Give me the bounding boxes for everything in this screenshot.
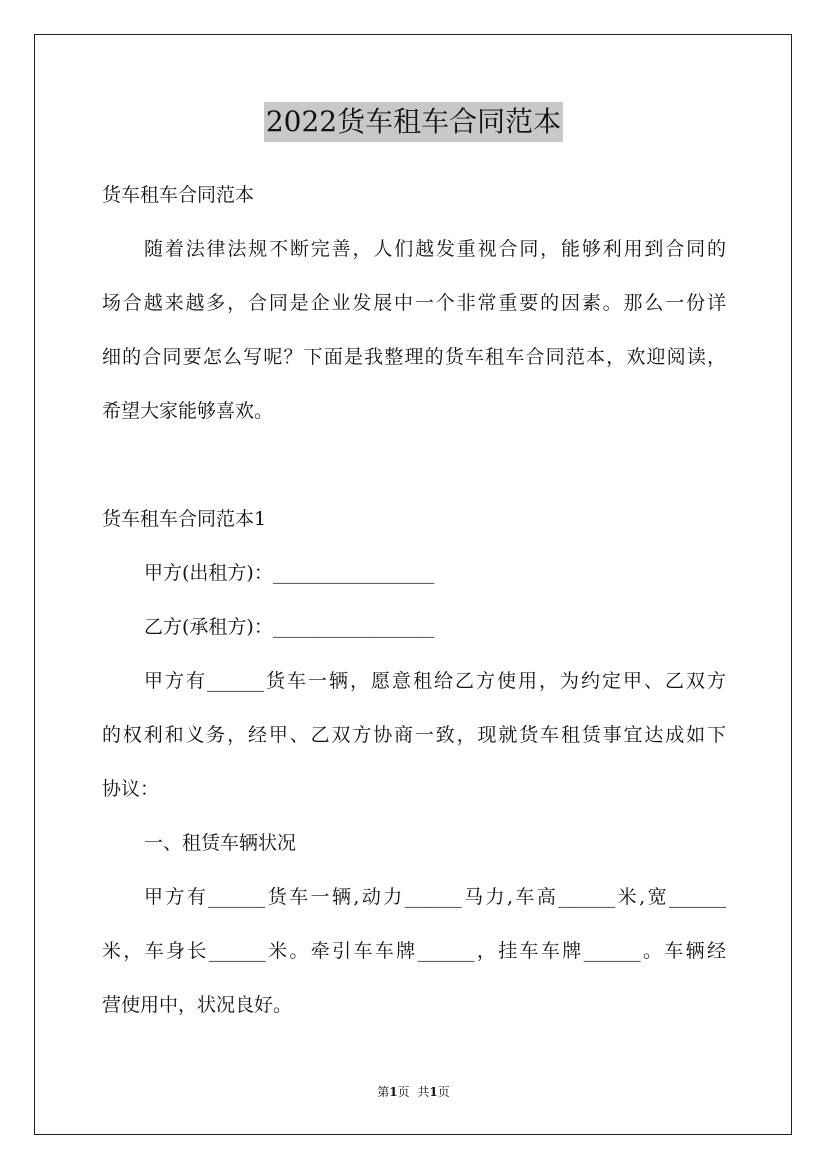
- party-a-line: 甲方(出租方)：_________________: [144, 562, 435, 584]
- total-pages: 1: [429, 1085, 438, 1099]
- paragraph-line: 场合越来越多，合同是企业发展中一个非常重要的因素。那么一份详: [102, 292, 726, 314]
- section-heading: 货车租车合同范本: [102, 184, 255, 206]
- page-footer: [0, 1083, 827, 1100]
- paragraph-line: 米，车身长______米。牵引车车牌______，挂车车牌______。车辆经: [102, 940, 726, 962]
- paragraph-line: 希望大家能够喜欢。: [102, 400, 274, 422]
- paragraph-line: 甲方有______货车一辆,动力______马力,车高______米,宽______: [144, 886, 726, 908]
- paragraph-line: 的权利和义务，经甲、乙双方协商一致，现就货车租赁事宜达成如下: [102, 724, 726, 746]
- page-number: 1: [389, 1085, 398, 1099]
- title-container: [0, 102, 827, 142]
- page-prefix: 第: [377, 1085, 390, 1099]
- party-b-line: 乙方(承租方)：_________________: [144, 616, 435, 638]
- document-title: 2022货车租车合同范本: [264, 102, 563, 142]
- paragraph-line: 随着法律法规不断完善，人们越发重视合同，能够利用到合同的: [144, 238, 726, 260]
- paragraph-line: 甲方有______货车一辆，愿意租给乙方使用，为约定甲、乙双方: [144, 670, 726, 692]
- clause-heading: 一、租赁车辆状况: [144, 832, 297, 854]
- total-suffix: 页: [437, 1085, 450, 1099]
- paragraph-line: 细的合同要怎么写呢？下面是我整理的货车租车合同范本，欢迎阅读，: [102, 346, 726, 368]
- contract-heading: 货车租车合同范本1: [102, 508, 267, 530]
- blank-line: [102, 438, 726, 492]
- page-suffix: 页: [397, 1085, 410, 1099]
- paragraph-line: 营使用中，状况良好。: [102, 994, 293, 1016]
- paragraph-line: 协议：: [102, 778, 160, 800]
- total-prefix: 共: [417, 1085, 430, 1099]
- document-body: [102, 168, 726, 1032]
